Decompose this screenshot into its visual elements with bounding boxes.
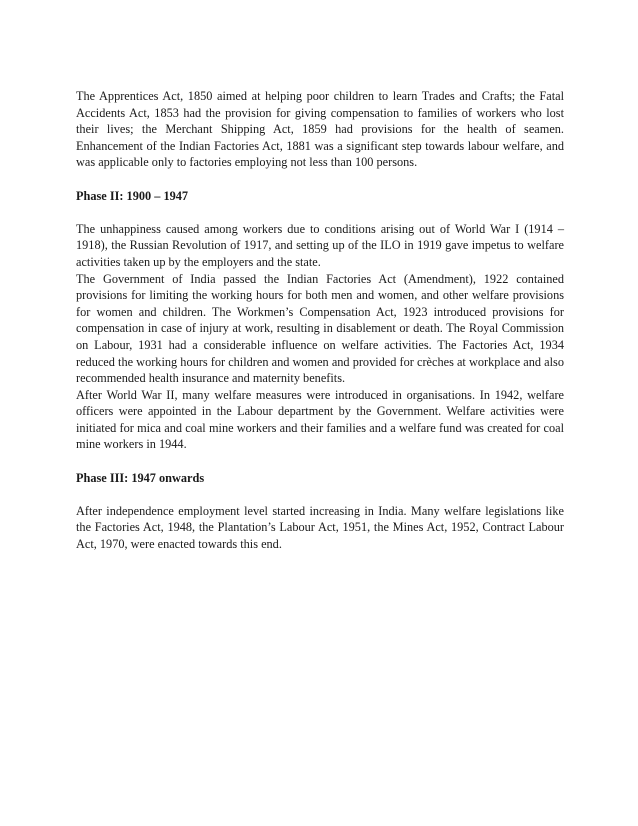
phase-2-paragraph-2: The Government of India passed the Indian Factories Act (Amendment), 1922 contained provisions for limiting the working hours for both men and women, and other welfare provisions for women and children. The Workmen’s Compensation Act, 1923 introduced provisions for compensation in case of injury at work, resulting in disablement or death. The Royal Commission on Labour, 1931 had a considerable influence on welfare activities. The Factories Act, 1934 reduced the working hours for children and women and provided for crèches at workplace and also recommended health insurance and maternity benefits. — [76, 271, 564, 386]
phase-3-heading: Phase III: 1947 onwards — [76, 470, 205, 485]
phase-2-heading: Phase II: 1900 – 1947 — [76, 188, 189, 203]
phase-3-paragraph-1: After independence employment level started increasing in India. Many welfare legislations like the Factories Act, 1948, the Plantation’s Labour Act, 1951, the Mines Act, 1952, Contract Labour Act, 1970, were enacted towards this end. — [76, 503, 564, 552]
phase-2-paragraph-3: After World War II, many welfare measures were introduced in organisations. In 1942, welfare officers were appointed in the Labour department by the Government. Welfare activities were initiated for mica and coal mine workers and their families and a welfare fund was created for coal mine workers in 1944. — [76, 387, 564, 452]
intro-paragraph: The Apprentices Act, 1850 aimed at helping poor children to learn Trades and Crafts; the Fatal Accidents Act, 1853 had the provision for giving compensation to families of workers who lost their lives; the Merchant Shipping Act, 1859 had provisions for the health of seamen. Enhancement of the Indian Factories Act, 1881 was a significant step towards labour welfare, and was applicable only to factories employing not less than 100 persons. — [76, 89, 564, 170]
document-page — [76, 88, 564, 553]
phase-2-paragraph-1: The unhappiness caused among workers due to conditions arising out of World War I (1914 – 1918), the Russian Revolution of 1917, and setting up of the ILO in 1919 gave impetus to welfare activities taken up by the employers and the state. — [76, 221, 564, 269]
